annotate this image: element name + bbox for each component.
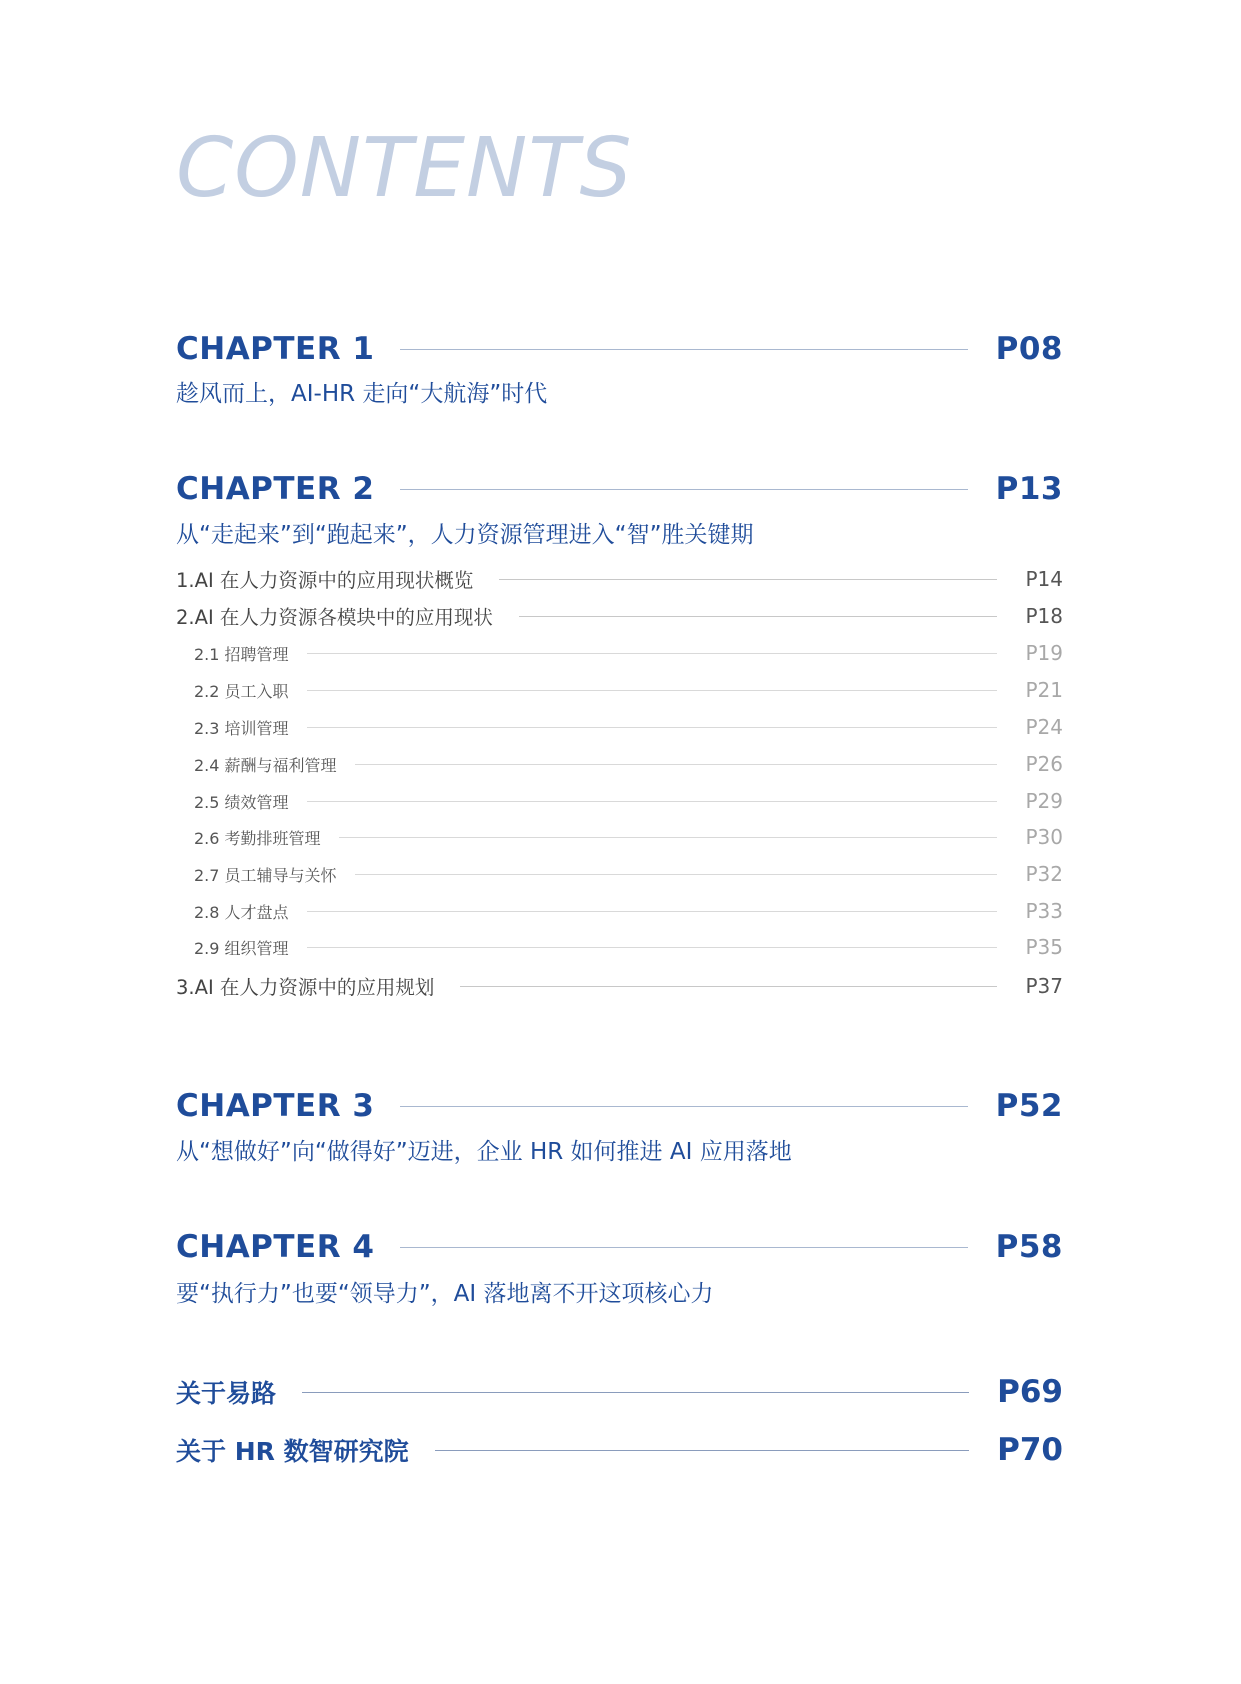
subsection-page: P26 <box>1025 752 1063 776</box>
leader-line <box>339 837 998 838</box>
about-eroad-label: 关于易路 <box>176 1379 277 1408</box>
subsection-label: 2.4 薪酬与福利管理 <box>194 755 337 775</box>
leader-line <box>435 1450 970 1451</box>
subsection-page: P33 <box>1025 899 1063 923</box>
about-institute-row[interactable] <box>176 1432 1063 1468</box>
leader-line <box>307 911 998 912</box>
chapter-2-page: P13 <box>995 471 1063 507</box>
chapter-2-heading: CHAPTER 2 <box>176 471 375 507</box>
leader-line <box>307 727 998 728</box>
chapter-3-row[interactable] <box>176 1088 1063 1124</box>
chapter-3-page: P52 <box>995 1088 1063 1124</box>
subsection-page: P29 <box>1025 789 1063 813</box>
about-institute-page: P70 <box>997 1432 1063 1468</box>
leader-line <box>355 764 998 765</box>
subsection-page: P21 <box>1025 678 1063 702</box>
subsection-label: 2.9 组织管理 <box>194 938 289 958</box>
subsection-label: 2.2 员工入职 <box>194 681 289 701</box>
section-label: 2.AI 在人力资源各模块中的应用现状 <box>176 606 493 629</box>
chapter-2-row[interactable] <box>176 471 1063 507</box>
subsection-row[interactable] <box>194 935 1063 959</box>
leader-line <box>400 1106 967 1107</box>
subsection-label: 2.8 人才盘点 <box>194 902 289 922</box>
subsection-page: P30 <box>1025 825 1063 849</box>
section-label: 1.AI 在人力资源中的应用现状概览 <box>176 569 474 592</box>
chapter-4-row[interactable] <box>176 1229 1063 1265</box>
section-row[interactable] <box>176 972 1063 1000</box>
subsection-page: P24 <box>1025 715 1063 739</box>
chapter-1-subtitle: 趁风而上，AI-HR 走向“大航海”时代 <box>176 381 548 407</box>
leader-line <box>307 947 998 948</box>
chapter-2-subtitle: 从“走起来”到“跑起来”，人力资源管理进入“智”胜关键期 <box>176 522 754 548</box>
subsection-row[interactable] <box>194 678 1063 702</box>
page-title: CONTENTS <box>176 121 633 216</box>
leader-line <box>460 986 997 987</box>
section-page: P14 <box>1025 567 1063 591</box>
subsection-page: P35 <box>1025 935 1063 959</box>
subsection-row[interactable] <box>194 641 1063 665</box>
chapter-3-heading: CHAPTER 3 <box>176 1088 375 1124</box>
about-eroad-row[interactable] <box>176 1374 1063 1410</box>
chapter-3-subtitle: 从“想做好”向“做得好”迈进，企业 HR 如何推进 AI 应用落地 <box>176 1139 792 1165</box>
section-page: P18 <box>1025 604 1063 628</box>
leader-line <box>499 579 997 580</box>
chapter-4-page: P58 <box>995 1229 1063 1265</box>
subsection-label: 2.6 考勤排班管理 <box>194 828 321 848</box>
subsection-label: 2.3 培训管理 <box>194 718 289 738</box>
leader-line <box>307 653 998 654</box>
subsection-page: P32 <box>1025 862 1063 886</box>
subsection-page: P19 <box>1025 641 1063 665</box>
subsection-row[interactable] <box>194 789 1063 813</box>
subsection-row[interactable] <box>194 862 1063 886</box>
chapter-1-page: P08 <box>995 331 1063 367</box>
leader-line <box>519 616 998 617</box>
chapter-4-subtitle: 要“执行力”也要“领导力”，AI 落地离不开这项核心力 <box>176 1281 714 1307</box>
leader-line <box>400 1247 967 1248</box>
subsection-row[interactable] <box>194 825 1063 849</box>
section-row[interactable] <box>176 565 1063 593</box>
about-eroad-page: P69 <box>997 1374 1063 1410</box>
section-page: P37 <box>1025 974 1063 998</box>
chapter-1-heading: CHAPTER 1 <box>176 331 375 367</box>
about-institute-label: 关于 HR 数智研究院 <box>176 1437 409 1466</box>
chapter-1-row[interactable] <box>176 331 1063 367</box>
section-row[interactable] <box>176 602 1063 630</box>
subsection-row[interactable] <box>194 752 1063 776</box>
leader-line <box>302 1392 969 1393</box>
subsection-label: 2.7 员工辅导与关怀 <box>194 865 337 885</box>
subsection-row[interactable] <box>194 899 1063 923</box>
leader-line <box>400 349 967 350</box>
subsection-label: 2.5 绩效管理 <box>194 792 289 812</box>
leader-line <box>400 489 967 490</box>
subsection-row[interactable] <box>194 715 1063 739</box>
leader-line <box>307 690 998 691</box>
chapter-4-heading: CHAPTER 4 <box>176 1229 375 1265</box>
leader-line <box>307 801 998 802</box>
section-label: 3.AI 在人力资源中的应用规划 <box>176 976 435 999</box>
leader-line <box>355 874 998 875</box>
subsection-label: 2.1 招聘管理 <box>194 644 289 664</box>
